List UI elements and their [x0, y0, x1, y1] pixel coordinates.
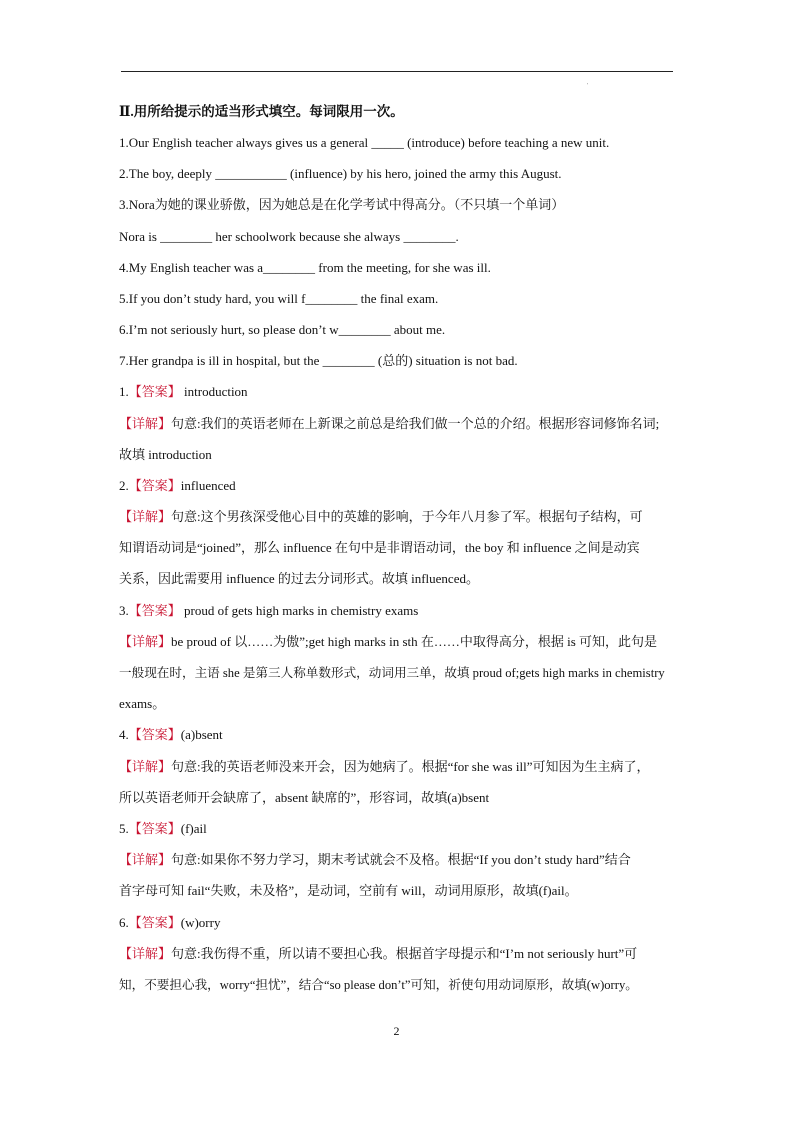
detail-5-line-1	[119, 852, 679, 868]
detail-text: 句意:我们的英语老师在上新课之前总是给我们做一个总的介绍。根据形容词修饰名词;	[171, 416, 660, 431]
detail-tag: 【详解】	[119, 946, 172, 961]
answer-6	[119, 915, 679, 931]
answer-4	[119, 727, 679, 743]
answer-tag: 【答案】	[128, 727, 181, 742]
question-3-english: Nora is ________ her schoolwork because she always ________.	[119, 229, 459, 244]
detail-tag: 【详解】	[119, 509, 172, 524]
detail-4-line-2: 所以英语老师开会缺席了，absent 缺席的”，形容词，故填(a)bsent	[119, 790, 490, 805]
detail-1-line-2: 故填 introduction	[119, 447, 212, 462]
answer-tag: 【答案】	[128, 478, 181, 493]
question-4: 4.My English teacher was a________ from the meeting, for she was ill.	[119, 260, 491, 275]
answer-text: introduction	[180, 384, 248, 399]
answer-2	[119, 478, 679, 494]
answer-text: (f)ail	[180, 821, 207, 836]
answer-3	[119, 603, 679, 619]
answer-1	[119, 384, 679, 400]
answer-number: 1.	[119, 384, 129, 399]
answer-number: 5.	[119, 821, 129, 836]
question-6: 6.I’m not seriously hurt, so please don’t w________ about me.	[119, 322, 446, 337]
question-2: 2.The boy, deeply ___________ (influence) by his hero, joined the army this August.	[119, 166, 562, 181]
question-3: 3.Nora为她的课业骄傲，因为她总是在化学考试中得高分。（不只填一个单词）	[119, 197, 565, 212]
answer-number: 6.	[119, 915, 129, 930]
detail-6-line-2: 知，不要担心我，worry“担忧”，结合“so please don’t”可知，祈使句用动词原形，故填(w)orry。	[119, 978, 638, 992]
detail-2-line-2: 知谓语动词是“joined”，那么 influence 在句中是非谓语动词，the boy 和 influence 之间是动宾	[119, 540, 640, 555]
question-5: 5.If you don’t study hard, you will f________ the final exam.	[119, 291, 439, 306]
answer-number: 3.	[119, 603, 129, 618]
question-7: 7.Her grandpa is ill in hospital, but the ________ (总的) situation is not bad.	[119, 353, 518, 368]
detail-text: 句意:如果你不努力学习，期末考试就会不及格。根据“If you don’t study hard”结合	[171, 852, 631, 867]
detail-tag: 【详解】	[119, 634, 172, 649]
header-rule	[121, 71, 673, 72]
detail-3-line-2: 一般现在时，主语 she 是第三人称单数形式，动词用三单，故填 proud of;gets high marks in chemistry	[119, 666, 665, 680]
answer-5	[119, 821, 679, 837]
answer-number: 4.	[119, 727, 129, 742]
detail-tag: 【详解】	[119, 759, 172, 774]
section-heading: Ⅱ.用所给提示的适当形式填空。每词限用一次。	[119, 104, 404, 119]
detail-text: be proud of 以……为傲”;get high marks in sth 在……中取得高分，根据 is 可知，此句是	[171, 634, 658, 649]
detail-5-line-2: 首字母可知 fail“失败，未及格”，是动词，空前有 will，动词用原形，故填(f)ail。	[119, 883, 578, 898]
detail-1-line-1	[119, 416, 679, 432]
detail-4-line-1	[119, 759, 679, 775]
detail-2-line-1	[119, 509, 679, 525]
detail-text: 句意:我的英语老师没来开会，因为她病了。根据“for she was ill”可知因为生主病了，	[171, 759, 650, 774]
detail-6-line-1	[119, 946, 679, 962]
answer-text: influenced	[180, 478, 236, 493]
detail-text: 句意:这个男孩深受他心目中的英雄的影响，于今年八月参了军。根据句子结构，可	[171, 509, 643, 524]
answer-tag: 【答案】	[128, 821, 181, 836]
detail-2-line-3: 关系，因此需要用 influence 的过去分词形式。故填 influenced。	[119, 571, 479, 586]
answer-text: (a)bsent	[180, 727, 223, 742]
detail-tag: 【详解】	[119, 852, 172, 867]
answer-tag: 【答案】	[128, 915, 181, 930]
header-mark: '	[587, 83, 589, 89]
detail-3-line-3: exams。	[119, 696, 166, 711]
detail-text: 句意:我伤得不重，所以请不要担心我。根据首字母提示和“I’m not seriously hurt”可	[171, 946, 638, 961]
answer-text: proud of gets high marks in chemistry exams	[180, 603, 419, 618]
answer-text: (w)orry	[180, 915, 221, 930]
page-number: 2	[393, 1024, 400, 1038]
detail-3-line-1	[119, 634, 679, 650]
answer-tag: 【答案】	[128, 603, 181, 618]
answer-tag: 【答案】	[128, 384, 181, 399]
question-1: 1.Our English teacher always gives us a general _____ (introduce) before teaching a new unit.	[119, 135, 610, 150]
detail-tag: 【详解】	[119, 416, 172, 431]
answer-number: 2.	[119, 478, 129, 493]
